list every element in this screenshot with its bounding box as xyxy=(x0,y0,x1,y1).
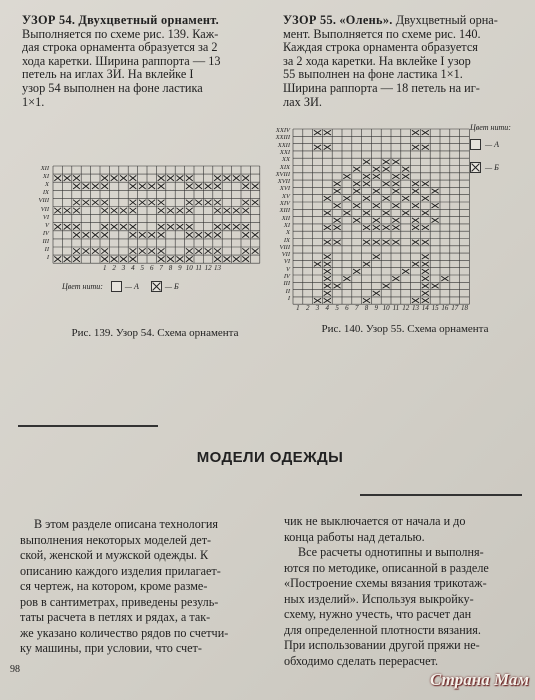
pattern55-line: Ширина раппорта — 18 петель на иг- xyxy=(283,80,480,95)
pattern55-line: Каждая строка орнамента образуется xyxy=(283,40,478,55)
pattern54-title: УЗОР 54. xyxy=(22,13,76,27)
body-line: ров в сантиметрах, приведены резуль- xyxy=(20,594,219,609)
body-line: ку машины, при условии, что счет- xyxy=(20,641,202,655)
pattern-grid xyxy=(292,128,470,305)
figure-140-legend-title xyxy=(470,123,511,132)
stitch-number: 3 xyxy=(121,264,126,272)
body-line: для определенной плотности вязания. xyxy=(284,622,481,637)
stitch-number: 7 xyxy=(159,264,163,272)
body-line: таты расчета в петлях и рядах, а так- xyxy=(20,610,211,624)
row-label: VII xyxy=(281,251,290,259)
row-label: V xyxy=(286,265,290,273)
row-label: VI xyxy=(42,213,49,221)
thread-color-label: Цвет нити: xyxy=(470,123,511,132)
row-label: III xyxy=(42,237,49,245)
stitch-number: 13 xyxy=(213,264,221,272)
row-label: XII xyxy=(281,214,290,222)
row-label: IX xyxy=(283,236,290,244)
row-label: XIV xyxy=(279,200,290,207)
row-label: II xyxy=(44,246,49,253)
pattern55-line: Двухцветный орна- xyxy=(395,13,498,27)
pattern-grid xyxy=(52,165,261,264)
stitch-number: 5 xyxy=(140,264,145,272)
pattern55-line: лах ЗИ. xyxy=(283,94,322,109)
body-line: В этом разделе описана технология xyxy=(34,517,218,531)
stitch-number: 4 xyxy=(131,264,135,272)
stitch-number: 17 xyxy=(451,304,459,312)
figure-140-caption: Рис. 140. Узор 55. Схема орнамента xyxy=(321,323,489,335)
section-heading: МОДЕЛИ ОДЕЖДЫ xyxy=(196,449,344,466)
pattern54-line: дая строка орнамента образуется за 2 xyxy=(22,40,218,55)
row-label: XXIV xyxy=(275,127,290,134)
figure-139-caption: Рис. 139. Узор 54. Схема орнамента xyxy=(71,327,239,339)
right-column xyxy=(284,514,522,669)
figure-140-legend-a xyxy=(470,139,499,150)
pattern54-subtitle: Двухцветный орнамент. xyxy=(78,13,220,27)
body-line: чик не выключается от начала и до xyxy=(284,514,466,528)
row-label: XXI xyxy=(279,148,290,156)
stitch-number: 9 xyxy=(178,264,182,272)
color-a-swatch xyxy=(111,281,122,292)
row-label: XI xyxy=(283,221,290,229)
color-b-swatch xyxy=(151,281,162,292)
stitch-number: 3 xyxy=(315,304,320,312)
row-label: XV xyxy=(282,192,290,200)
row-label: X xyxy=(45,181,49,189)
stitch-number: 18 xyxy=(460,304,468,312)
stitch-number: 2 xyxy=(112,264,116,272)
body-line: ской, женской и мужской одежды. К xyxy=(20,548,209,562)
row-label: I xyxy=(287,294,290,302)
pattern54-line: 1×1. xyxy=(22,94,45,109)
row-label: IV xyxy=(42,229,49,237)
stitch-number: 2 xyxy=(305,304,310,312)
stitch-number: 12 xyxy=(204,264,212,272)
body-line: же указано количество рядов по счетчи- xyxy=(20,625,229,640)
stitch-number: 6 xyxy=(149,264,154,272)
color-a-label: — А xyxy=(124,282,139,291)
stitch-number: 1 xyxy=(102,264,107,272)
pattern54-line: хода каретки. Ширина раппорта — 13 xyxy=(22,53,221,68)
row-label: III xyxy=(283,280,290,288)
row-label: XX xyxy=(282,156,290,164)
figure-139-legend xyxy=(62,281,179,292)
row-label: VI xyxy=(283,258,290,266)
color-b-label: — Б xyxy=(485,163,499,172)
stitch-number: 16 xyxy=(441,304,449,312)
stitch-number: 8 xyxy=(364,304,369,312)
row-label: XXII xyxy=(277,141,290,149)
row-label: VIII xyxy=(38,197,49,205)
pattern54-text xyxy=(22,14,265,109)
color-a-label: — А xyxy=(485,140,499,149)
pattern55-line: мент. Выполняется по схеме рис. 140. xyxy=(283,26,481,41)
row-label: II xyxy=(285,287,290,295)
row-label: XVI xyxy=(279,185,290,193)
row-label: XII xyxy=(40,165,49,172)
stitch-number: 5 xyxy=(335,304,339,312)
stitch-number: 10 xyxy=(185,264,193,272)
stitch-number: 15 xyxy=(431,304,439,312)
pattern55-title: УЗОР 55. xyxy=(283,13,337,27)
row-label: V xyxy=(45,221,49,229)
body-line: «Построение схемы вязания трикотаж- xyxy=(284,576,487,590)
body-line: ся чертеж, на котором, кроме разме- xyxy=(20,579,208,593)
pattern54-line: петель на иглах ЗИ. На вклейке I xyxy=(22,67,194,82)
row-label: IX xyxy=(42,189,49,197)
section-top-rule xyxy=(18,425,158,427)
body-line: обходимо сделать перерасчет. xyxy=(284,653,439,668)
color-b-swatch xyxy=(470,162,481,173)
color-b-label: — Б xyxy=(164,282,179,291)
stitch-number: 1 xyxy=(296,304,300,312)
row-label: XIX xyxy=(279,163,290,171)
row-label: I xyxy=(46,254,49,262)
stitch-number: 13 xyxy=(411,304,419,312)
stitch-number: 11 xyxy=(195,264,202,272)
body-line: ются по методике, описанной в разделе xyxy=(284,560,489,575)
body-line: При использовании другой пряжи не- xyxy=(284,638,480,652)
stitch-number: 6 xyxy=(345,304,349,312)
row-label: XXIII xyxy=(275,134,290,142)
row-label: IV xyxy=(283,273,290,280)
pattern54-line: Выполняется по схеме рис. 139. Каж- xyxy=(22,26,219,41)
figure-140-chart xyxy=(292,128,470,305)
stitch-number: 9 xyxy=(374,304,379,312)
row-label: VII xyxy=(40,205,49,213)
pattern55-subtitle: «Олень». xyxy=(339,13,393,27)
stitch-number: 4 xyxy=(325,304,330,312)
pattern55-line: за 2 хода каретки. На вклейке I узор xyxy=(283,53,471,68)
thread-color-label: Цвет нити: xyxy=(62,282,103,291)
row-label: X xyxy=(286,229,290,237)
stitch-number: 10 xyxy=(382,304,390,312)
body-line: конца работы над деталью. xyxy=(284,529,425,544)
page-number: 98 xyxy=(10,664,20,675)
pattern54-line: узор 54 выполнен на фоне ластика xyxy=(22,80,203,95)
body-line: описанию каждого изделия прилагает- xyxy=(20,563,221,578)
watermark-logo: Страна Мам xyxy=(430,670,530,689)
stitch-number: 12 xyxy=(402,304,410,312)
figure-139-chart xyxy=(52,165,261,264)
body-line: выполнения некоторых моделей дет- xyxy=(20,532,212,547)
body-line: Все расчеты однотипны и выполня- xyxy=(298,545,484,559)
section-bottom-rule xyxy=(360,494,522,496)
stitch-number: 11 xyxy=(392,304,400,312)
left-column xyxy=(20,517,258,657)
figure-140-legend-b xyxy=(470,162,499,173)
row-label: XI xyxy=(42,173,49,181)
pattern55-text xyxy=(283,14,523,109)
body-line: ных изделий». Используя выкройку- xyxy=(284,591,474,606)
row-label: XIII xyxy=(279,207,290,215)
pattern55-line: 55 выполнен на фоне ластика 1×1. xyxy=(283,67,463,82)
stitch-number: 8 xyxy=(168,264,173,272)
row-label: VIII xyxy=(279,243,290,251)
color-a-swatch xyxy=(470,139,481,150)
body-line: схему, нужно учесть, что расчет дан xyxy=(284,607,472,621)
row-label: XVIII xyxy=(275,170,290,178)
row-label: XVII xyxy=(277,178,290,186)
stitch-number: 7 xyxy=(354,304,359,312)
stitch-number: 14 xyxy=(421,304,429,312)
